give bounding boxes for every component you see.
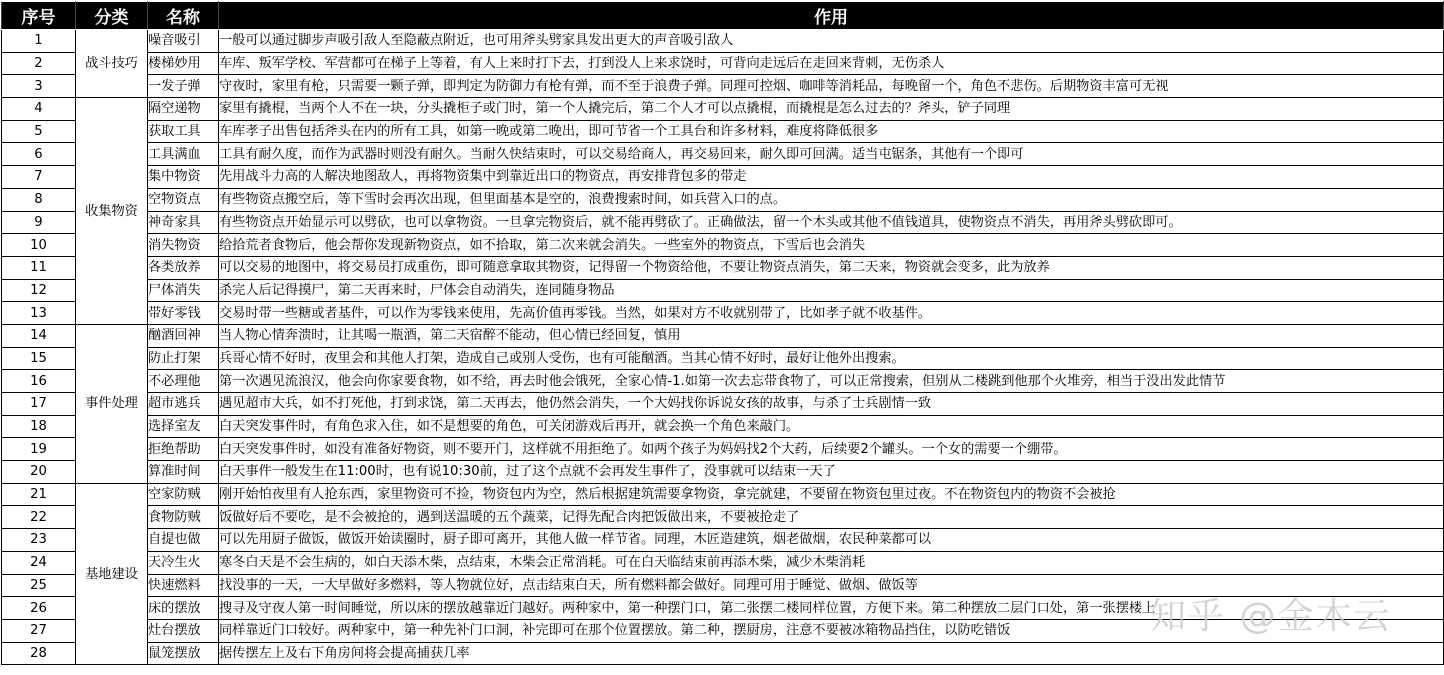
tip-effect: 守夜时，家里有枪，只需要一颗子弹，即判定为防御力有枪有弹，而不至于浪费子弹。同理可控烟、咖啡等消耗品，每晚留一个，角色不悲伤。后期物资丰富可无视 <box>219 75 1444 98</box>
tip-name: 算准时间 <box>148 461 219 484</box>
table-row <box>2 30 1444 53</box>
tip-effect: 有些物资点开始显示可以劈砍，也可以拿物资。一旦拿完物资后，就不能再劈砍了。正确做法，留一个木头或其他不值钱道具，使物资点不消失，再用斧头劈砍即可。 <box>219 211 1444 234</box>
table-row <box>2 483 1444 506</box>
tip-name: 防止打架 <box>148 347 219 370</box>
table-row <box>2 642 1444 665</box>
row-number: 4 <box>2 98 76 121</box>
table-row <box>2 324 1444 347</box>
tips-table <box>1 1 1444 665</box>
table-row <box>2 279 1444 302</box>
tip-name: 集中物资 <box>148 166 219 189</box>
tip-name: 神奇家具 <box>148 211 219 234</box>
tip-name: 楼梯妙用 <box>148 52 219 75</box>
tip-name: 灶台摆放 <box>148 619 219 642</box>
table-row <box>2 415 1444 438</box>
tip-effect: 白天突发事件时，有角色求入住，如不是想要的角色，可关闭游戏后再开，就会换一个角色来敲门。 <box>219 415 1444 438</box>
table-row <box>2 143 1444 166</box>
tip-name: 空家防贼 <box>148 483 219 506</box>
table-row <box>2 461 1444 484</box>
tip-effect: 白天突发事件时，如没有准备好物资，则不要开门，这样就不用拒绝了。如两个孩子为妈妈找2个大药，后续要2个罐头。一个女的需要一个绷带。 <box>219 438 1444 461</box>
table-row <box>2 256 1444 279</box>
row-number: 3 <box>2 75 76 98</box>
table-row <box>2 188 1444 211</box>
tip-effect: 同样靠近门口较好。两种家中，第一种先补门口洞，补完即可在那个位置摆放。第二种，摆厨房，注意不要被冰箱物品挡住，以防吃错饭 <box>219 619 1444 642</box>
row-number: 24 <box>2 551 76 574</box>
header-effect: 作用 <box>219 2 1444 30</box>
tip-name: 天冷生火 <box>148 551 219 574</box>
row-number: 16 <box>2 370 76 393</box>
row-number: 5 <box>2 120 76 143</box>
row-number: 10 <box>2 234 76 257</box>
table-header <box>2 2 1444 30</box>
table-row <box>2 529 1444 552</box>
tip-name: 拒绝帮助 <box>148 438 219 461</box>
header-name: 名称 <box>148 2 219 30</box>
row-number: 2 <box>2 52 76 75</box>
tip-effect: 交易时带一些糖或者基件，可以作为零钱来使用，先高价值再零钱。当然，如果对方不收就别带了，比如孝子就不收基件。 <box>219 302 1444 325</box>
tip-name: 酗酒回神 <box>148 324 219 347</box>
tip-effect: 给拾荒者食物后，他会帮你发现新物资点，如不拾取，第二次来就会消失。一些室外的物资点，下雪后也会消失 <box>219 234 1444 257</box>
table-row <box>2 302 1444 325</box>
row-number: 13 <box>2 302 76 325</box>
tip-effect: 有些物资点搬空后，等下雪时会再次出现，但里面基本是空的，浪费搜索时间，如兵营入口的点。 <box>219 188 1444 211</box>
tip-name: 噪音吸引 <box>148 30 219 53</box>
tip-name: 空物资点 <box>148 188 219 211</box>
tip-effect: 寒冬白天是不会生病的，如白天添木柴，点结束，木柴会正常消耗。可在白天临结束前再添木柴，减少木柴消耗 <box>219 551 1444 574</box>
watermark: 知乎 @金木云 <box>1150 596 1392 637</box>
tip-name: 鼠笼摆放 <box>148 642 219 665</box>
row-number: 25 <box>2 574 76 597</box>
table-body <box>2 30 1444 665</box>
row-number: 18 <box>2 415 76 438</box>
row-number: 14 <box>2 324 76 347</box>
tip-effect: 家里有撬棍，当两个人不在一块，分头撬柜子或门时，第一个人撬完后，第二个人才可以点撬棍，而撬棍是怎么过去的？斧头，铲子同理 <box>219 98 1444 121</box>
table-row <box>2 75 1444 98</box>
row-number: 21 <box>2 483 76 506</box>
table-row <box>2 551 1444 574</box>
tip-effect: 搜寻及守夜人第一时间睡觉，所以床的摆放越靠近门越好。两种家中，第一种摆门口，第二张摆二楼同样位置，方便下来。第二种摆放二层门口处，第一张摆楼上 <box>219 597 1444 620</box>
row-number: 27 <box>2 619 76 642</box>
header-number: 序号 <box>2 2 76 30</box>
row-number: 28 <box>2 642 76 665</box>
tip-effect: 当人物心情奔溃时，让其喝一瓶酒，第二天宿醉不能动，但心情已经回复，慎用 <box>219 324 1444 347</box>
table-row <box>2 120 1444 143</box>
tip-effect: 饭做好后不要吃，是不会被抢的，遇到送温暖的五个蔬菜，记得先配合肉把饭做出来，不要被抢走了 <box>219 506 1444 529</box>
table-row <box>2 98 1444 121</box>
tip-effect: 工具有耐久度，而作为武器时则没有耐久。当耐久快结束时，可以交易给商人，再交易回来，耐久即可回满。适当屯锯条，其他有一个即可 <box>219 143 1444 166</box>
row-number: 23 <box>2 529 76 552</box>
row-number: 8 <box>2 188 76 211</box>
category-cell: 事件处理 <box>76 324 148 483</box>
tip-name: 自提也做 <box>148 529 219 552</box>
table-row <box>2 393 1444 416</box>
tip-effect: 车库、叛军学校、军营都可在梯子上等着，有人上来时打下去，打到没人上来求饶时，可背向走远后在走回来背刺，无伤杀人 <box>219 52 1444 75</box>
tip-name: 隔空递物 <box>148 98 219 121</box>
table-row <box>2 52 1444 75</box>
tip-name: 不必理他 <box>148 370 219 393</box>
tip-name: 工具满血 <box>148 143 219 166</box>
row-number: 1 <box>2 30 76 53</box>
tip-name: 床的摆放 <box>148 597 219 620</box>
table-row <box>2 506 1444 529</box>
table-row <box>2 438 1444 461</box>
tip-effect: 据传摆左上及右下角房间将会提高捕获几率 <box>219 642 1444 665</box>
tip-effect: 先用战斗力高的人解决地图敌人，再将物资集中到靠近出口的物资点，再安排背包多的带走 <box>219 166 1444 189</box>
tip-name: 尸体消失 <box>148 279 219 302</box>
row-number: 15 <box>2 347 76 370</box>
table-row <box>2 166 1444 189</box>
category-cell: 战斗技巧 <box>76 30 148 98</box>
row-number: 11 <box>2 256 76 279</box>
tip-effect: 杀完人后记得摸尸，第二天再来时，尸体会自动消失，连同随身物品 <box>219 279 1444 302</box>
tip-name: 获取工具 <box>148 120 219 143</box>
tip-effect: 遇见超市大兵，如不打死他，打到求饶，第二天再去，他仍然会消失，一个大妈找你诉说女孩的故事，与杀了士兵剧情一致 <box>219 393 1444 416</box>
row-number: 7 <box>2 166 76 189</box>
row-number: 9 <box>2 211 76 234</box>
tip-effect: 可以先用厨子做饭，做饭开始读圈时，厨子即可离开，其他人做一样节省。同理，木匠造建筑，烟老做烟，农民种菜都可以 <box>219 529 1444 552</box>
row-number: 6 <box>2 143 76 166</box>
table-row <box>2 211 1444 234</box>
table-row <box>2 234 1444 257</box>
tip-effect: 车库孝子出售包括斧头在内的所有工具，如第一晚或第二晚出，即可节省一个工具台和许多材料，难度将降低很多 <box>219 120 1444 143</box>
row-number: 19 <box>2 438 76 461</box>
row-number: 26 <box>2 597 76 620</box>
tip-effect: 一般可以通过脚步声吸引敌人至隐蔽点附近，也可用斧头劈家具发出更大的声音吸引敌人 <box>219 30 1444 53</box>
tip-name: 选择室友 <box>148 415 219 438</box>
table-row <box>2 574 1444 597</box>
category-cell: 收集物资 <box>76 98 148 325</box>
tip-effect: 第一次遇见流浪汉，他会向你家要食物，如不给，再去时他会饿死，全家心情-1.如第一次去忘带食物了，可以正常搜索，但别从二楼跳到他那个火堆旁，相当于没出发此情节 <box>219 370 1444 393</box>
table-row <box>2 347 1444 370</box>
tip-name: 食物防贼 <box>148 506 219 529</box>
header-category: 分类 <box>76 2 148 30</box>
tip-effect: 白天事件一般发生在11:00时，也有说10:30前，过了这个点就不会再发生事件了，没事就可以结束一天了 <box>219 461 1444 484</box>
row-number: 22 <box>2 506 76 529</box>
row-number: 12 <box>2 279 76 302</box>
row-number: 17 <box>2 393 76 416</box>
tip-name: 快速燃料 <box>148 574 219 597</box>
table-row <box>2 619 1444 642</box>
table-row <box>2 370 1444 393</box>
tip-name: 带好零钱 <box>148 302 219 325</box>
tip-name: 一发子弹 <box>148 75 219 98</box>
row-number: 20 <box>2 461 76 484</box>
tip-name: 各类放养 <box>148 256 219 279</box>
tip-effect: 兵哥心情不好时，夜里会和其他人打架，造成自己或别人受伤，也有可能酗酒。当其心情不好时，最好让他外出搜索。 <box>219 347 1444 370</box>
tip-effect: 刚开始怕夜里有人抢东西，家里物资可不捡，物资包内为空，然后根据建筑需要拿物资，拿完就建，不要留在物资包里过夜。不在物资包内的物资不会被抢 <box>219 483 1444 506</box>
table-row <box>2 597 1444 620</box>
tip-name: 超市逃兵 <box>148 393 219 416</box>
tip-name: 消失物资 <box>148 234 219 257</box>
category-cell: 基地建设 <box>76 483 148 665</box>
tip-effect: 可以交易的地图中，将交易员打成重伤，即可随意拿取其物资，记得留一个物资给他，不要让物资点消失，第二天来，物资就会变多，此为放养 <box>219 256 1444 279</box>
tip-effect: 找没事的一天，一大早做好多燃料，等人物就位好，点击结束白天，所有燃料都会做好。同理可用于睡觉、做烟、做饭等 <box>219 574 1444 597</box>
